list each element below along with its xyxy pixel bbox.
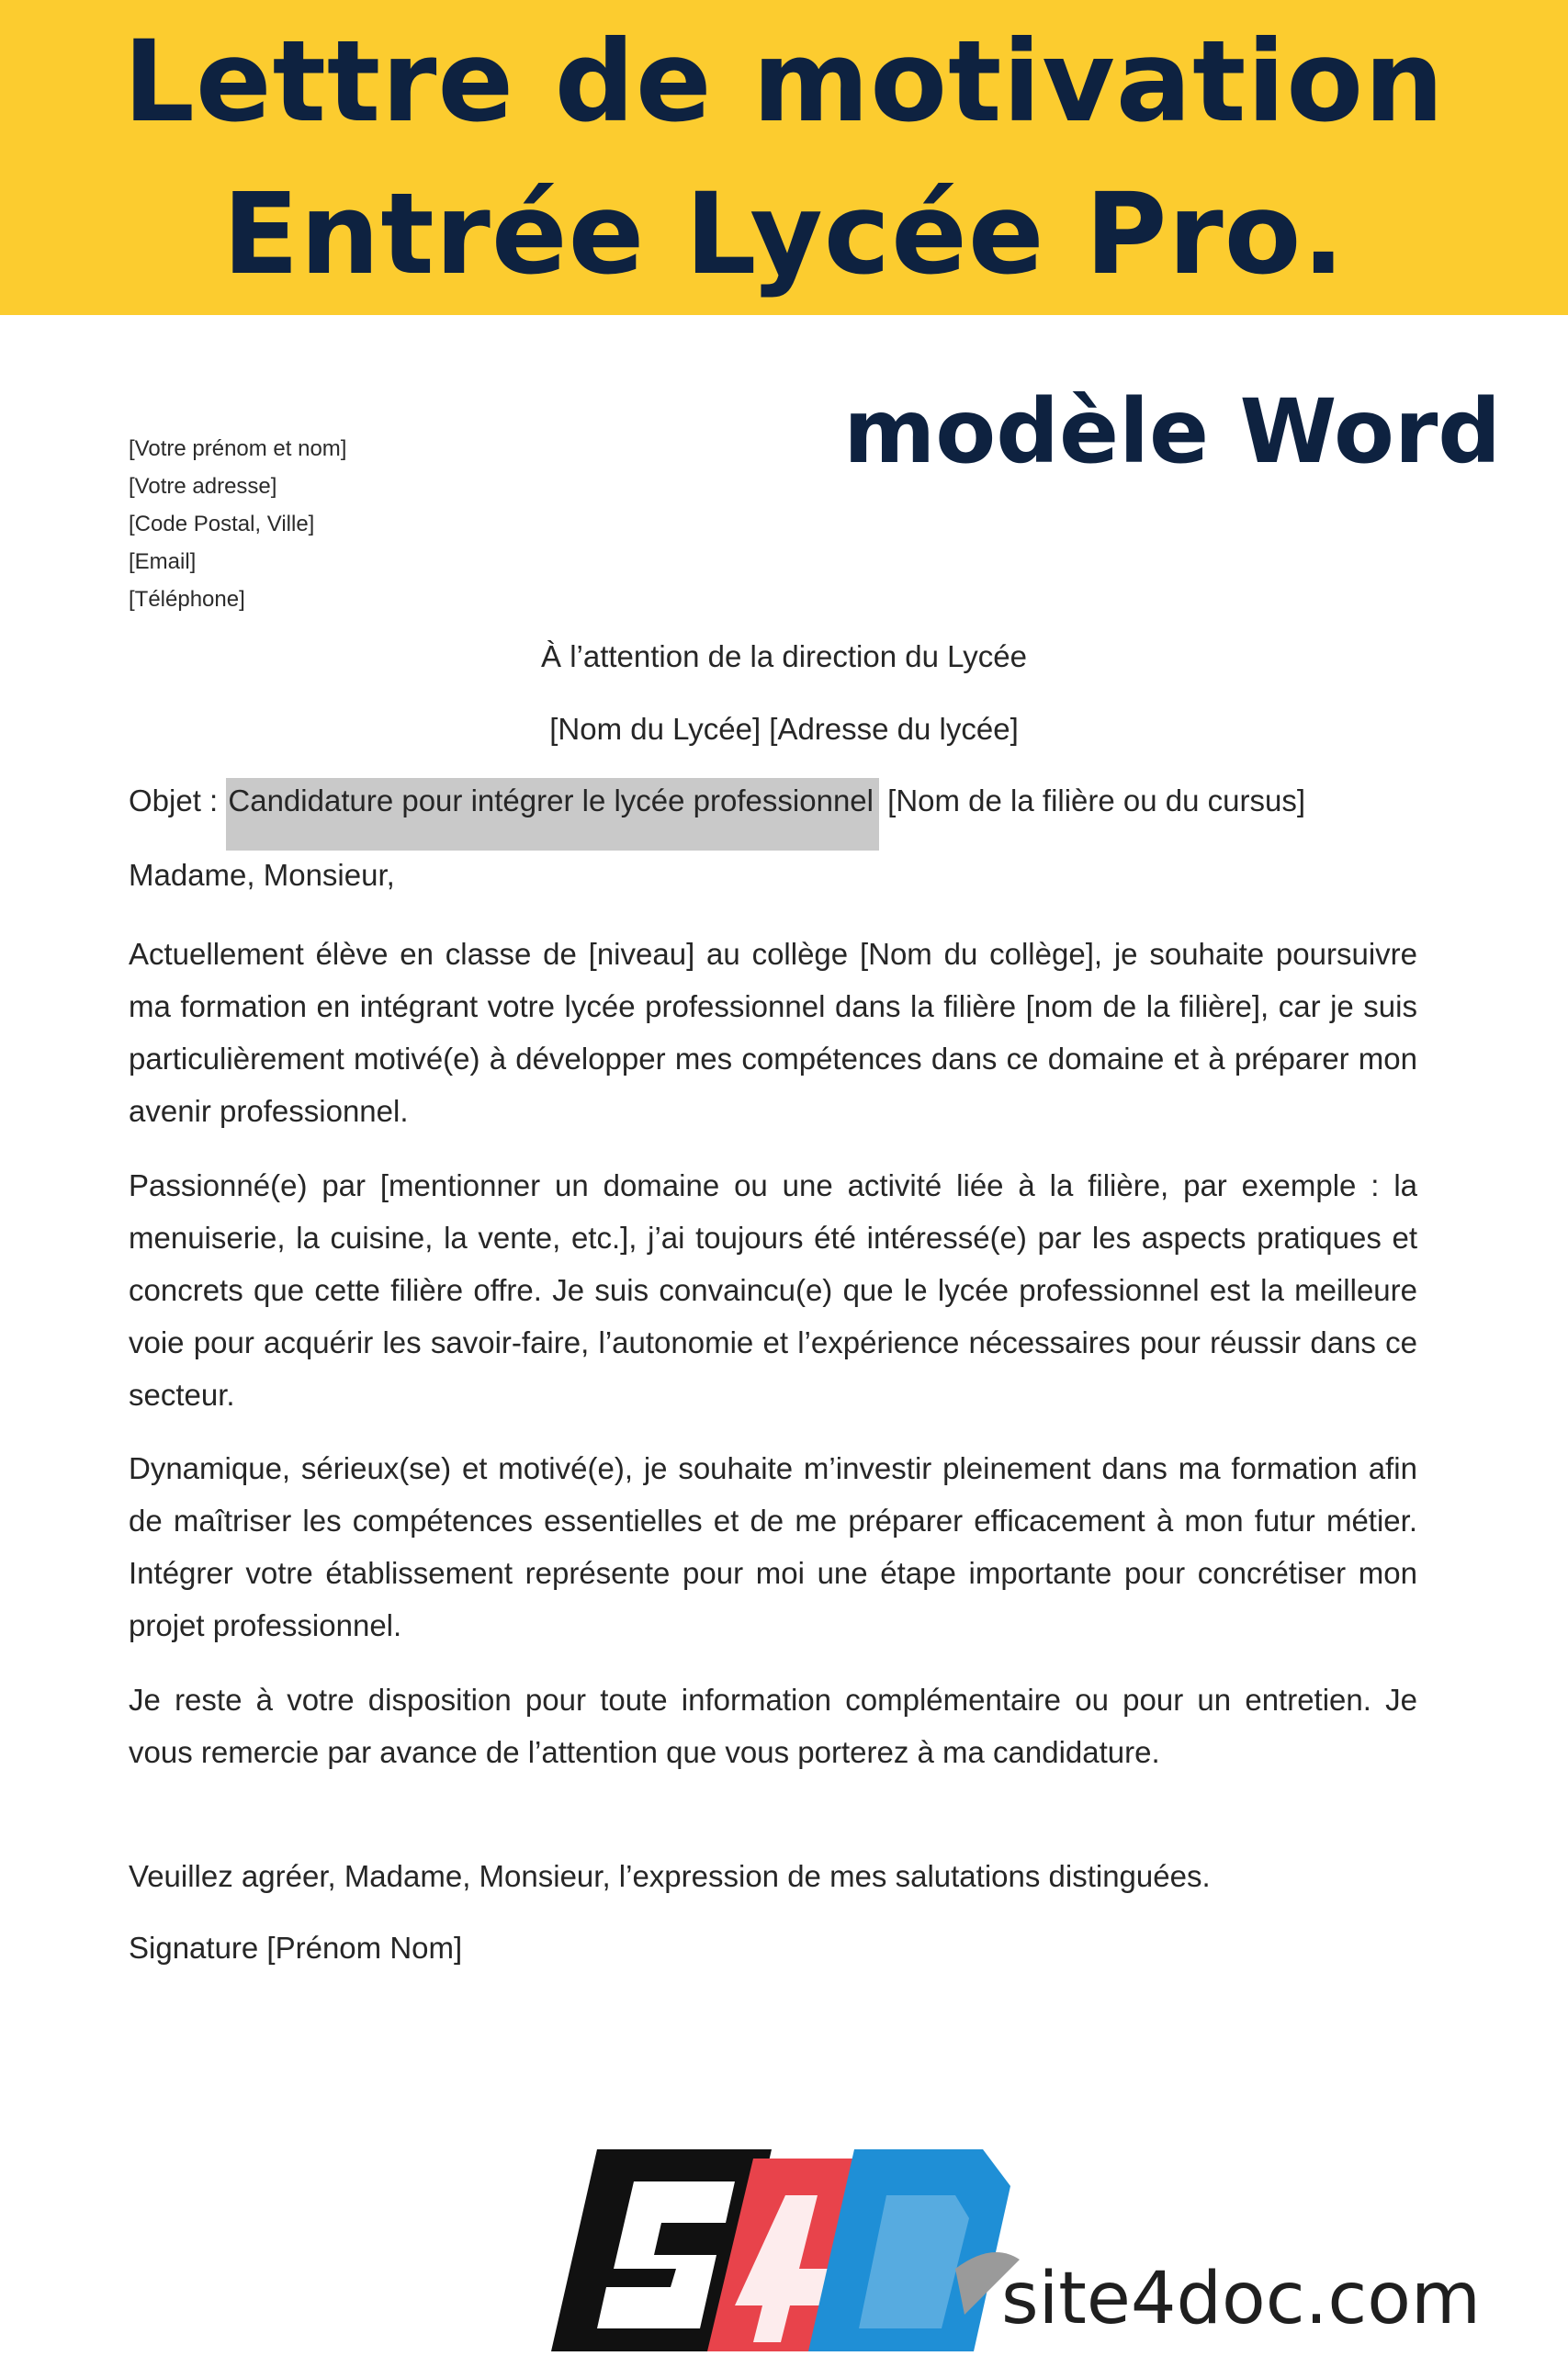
salutation: Madame, Monsieur,	[129, 858, 395, 892]
objet-rest: [Nom de la filière ou du cursus]	[887, 783, 1306, 817]
sender-email: [Email]	[129, 549, 197, 574]
signature: Signature [Prénom Nom]	[129, 1931, 463, 1965]
recipient-school: [Nom du Lycée] [Adresse du lycée]	[549, 712, 1019, 746]
objet-label: Objet :	[129, 783, 219, 817]
site-url: site4doc.com	[1001, 2258, 1482, 2340]
paragraph-3: Dynamique, sérieux(se) et motivé(e), je souhaite m’investir pleinement dans ma formation afin de maîtriser les compétences essentielles et de me préparer efficacement à mon futur métier. Intégrer votre établissement représente pour moi une étape importante pour concrétiser mon projet professionnel.	[129, 1451, 1417, 1642]
objet-highlighted-text: Candidature pour intégrer le lycée professionnel	[226, 778, 879, 851]
closing-formula: Veuillez agréer, Madame, Monsieur, l’expression de mes salutations distinguées.	[129, 1859, 1211, 1893]
subtitle: modèle Word	[843, 380, 1501, 483]
sender-address: [Votre adresse]	[129, 474, 277, 499]
sender-block	[129, 430, 346, 618]
paragraph-2: Passionné(e) par [mentionner un domaine ou une activité liée à la filière, par exemple : la menuiserie, la cuisine, la vente, etc.], j’ai toujours été intéressé(e) par les aspects pratiques et concrets que cette filière offre. Je suis convaincu(e) que le lycée professionnel est la meilleure voie pour acquérir les savoir-faire, l’autonomie et l’expérience nécessaires pour réussir dans ce secteur.	[129, 1168, 1417, 1412]
title-banner	[0, 0, 1568, 315]
banner-title-line-2: Entrée Lycée Pro.	[222, 168, 1346, 299]
sender-phone: [Téléphone]	[129, 587, 245, 612]
objet-line	[129, 783, 1417, 818]
paragraph-4: Je reste à votre disposition pour toute information complémentaire ou pour un entretien. Je vous remercie par avance de l’attention que vous porterez à ma candidature.	[129, 1683, 1417, 1769]
recipient-attention: À l’attention de la direction du Lycée	[541, 639, 1027, 673]
sender-city: [Code Postal, Ville]	[129, 512, 315, 536]
sender-name: [Votre prénom et nom]	[129, 436, 347, 461]
banner-title-line-1: Lettre de motivation	[123, 16, 1445, 147]
paragraph-1: Actuellement élève en classe de [niveau] au collège [Nom du collège], je souhaite poursuivre ma formation en intégrant votre lycée professionnel dans la filière [nom de la filière], car je suis particulièrement motivé(e) à développer mes compétences dans ce domaine et à préparer mon avenir professionnel.	[129, 937, 1417, 1128]
